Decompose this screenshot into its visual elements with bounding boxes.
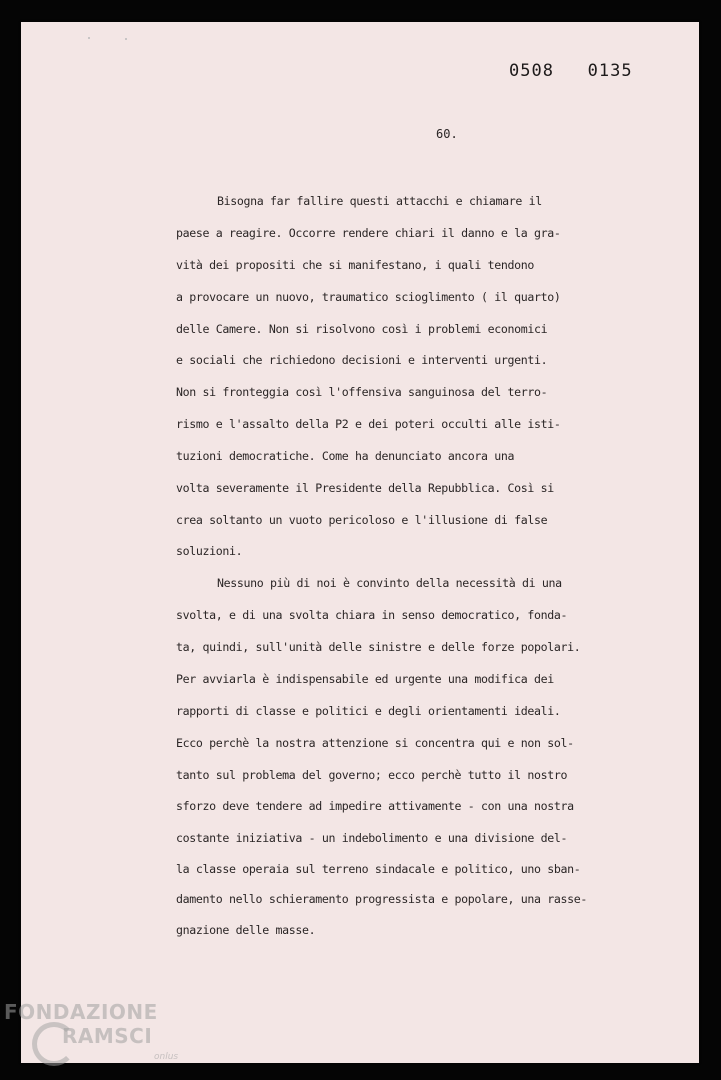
speck	[125, 38, 127, 40]
text-line: la classe operaia sul terreno sindacale e politico, uno sban-	[176, 862, 581, 876]
text-line: Per avviarla è indispensabile ed urgente una modifica dei	[176, 672, 554, 686]
text-line: rapporti di classe e politici e degli orientamenti ideali.	[176, 704, 561, 718]
text-line: paese a reagire. Occorre rendere chiari il danno e la gra-	[176, 226, 561, 240]
text-line: rismo e l'assalto della P2 e dei poteri occulti alle isti-	[176, 417, 561, 431]
text-line: tuzioni democratiche. Come ha denunciato ancora una	[176, 449, 515, 463]
text-line: e sociali che richiedono decisioni e interventi urgenti.	[176, 353, 548, 367]
text-line: vità dei propositi che si manifestano, i quali tendono	[176, 258, 535, 272]
text-line: costante iniziativa - un indebolimento e una divisione del-	[176, 831, 568, 845]
text-line: crea soltanto un vuoto pericoloso e l'illusione di false	[176, 513, 548, 527]
text-line: damento nello schieramento progressista e popolare, una rasse-	[176, 892, 588, 906]
page-number: 60.	[436, 127, 458, 141]
text-line: Bisogna far fallire questi attacchi e chiamare il	[217, 194, 542, 208]
text-line: tanto sul problema del governo; ecco perchè tutto il nostro	[176, 768, 568, 782]
archive-document-number: 0508 0135	[509, 61, 633, 81]
text-line: Ecco perchè la nostra attenzione si concentra qui e non sol-	[176, 736, 574, 750]
text-line: gnazione delle masse.	[176, 923, 316, 937]
text-line: a provocare un nuovo, traumatico scioglimento ( il quarto)	[176, 290, 561, 304]
watermark-line2: RAMSCI	[62, 1024, 153, 1048]
text-line: soluzioni.	[176, 544, 243, 558]
text-line: Non si fronteggia così l'offensiva sanguinosa del terro-	[176, 385, 548, 399]
speck	[88, 37, 90, 39]
text-line: delle Camere. Non si risolvono così i problemi economici	[176, 322, 548, 336]
text-line: volta severamente il Presidente della Repubblica. Così si	[176, 481, 554, 495]
fondazione-gramsci-watermark	[4, 1000, 204, 1075]
watermark-line1: FONDAZIONE	[4, 1000, 158, 1024]
text-line: ta, quindi, sull'unità delle sinistre e delle forze popolari.	[176, 640, 581, 654]
document-page	[21, 22, 699, 1063]
text-line: sforzo deve tendere ad impedire attivamente - con una nostra	[176, 799, 574, 813]
text-line: Nessuno più di noi è convinto della necessità di una	[217, 576, 562, 590]
watermark-line3: onlus	[154, 1052, 179, 1062]
text-line: svolta, e di una svolta chiara in senso democratico, fonda-	[176, 608, 568, 622]
